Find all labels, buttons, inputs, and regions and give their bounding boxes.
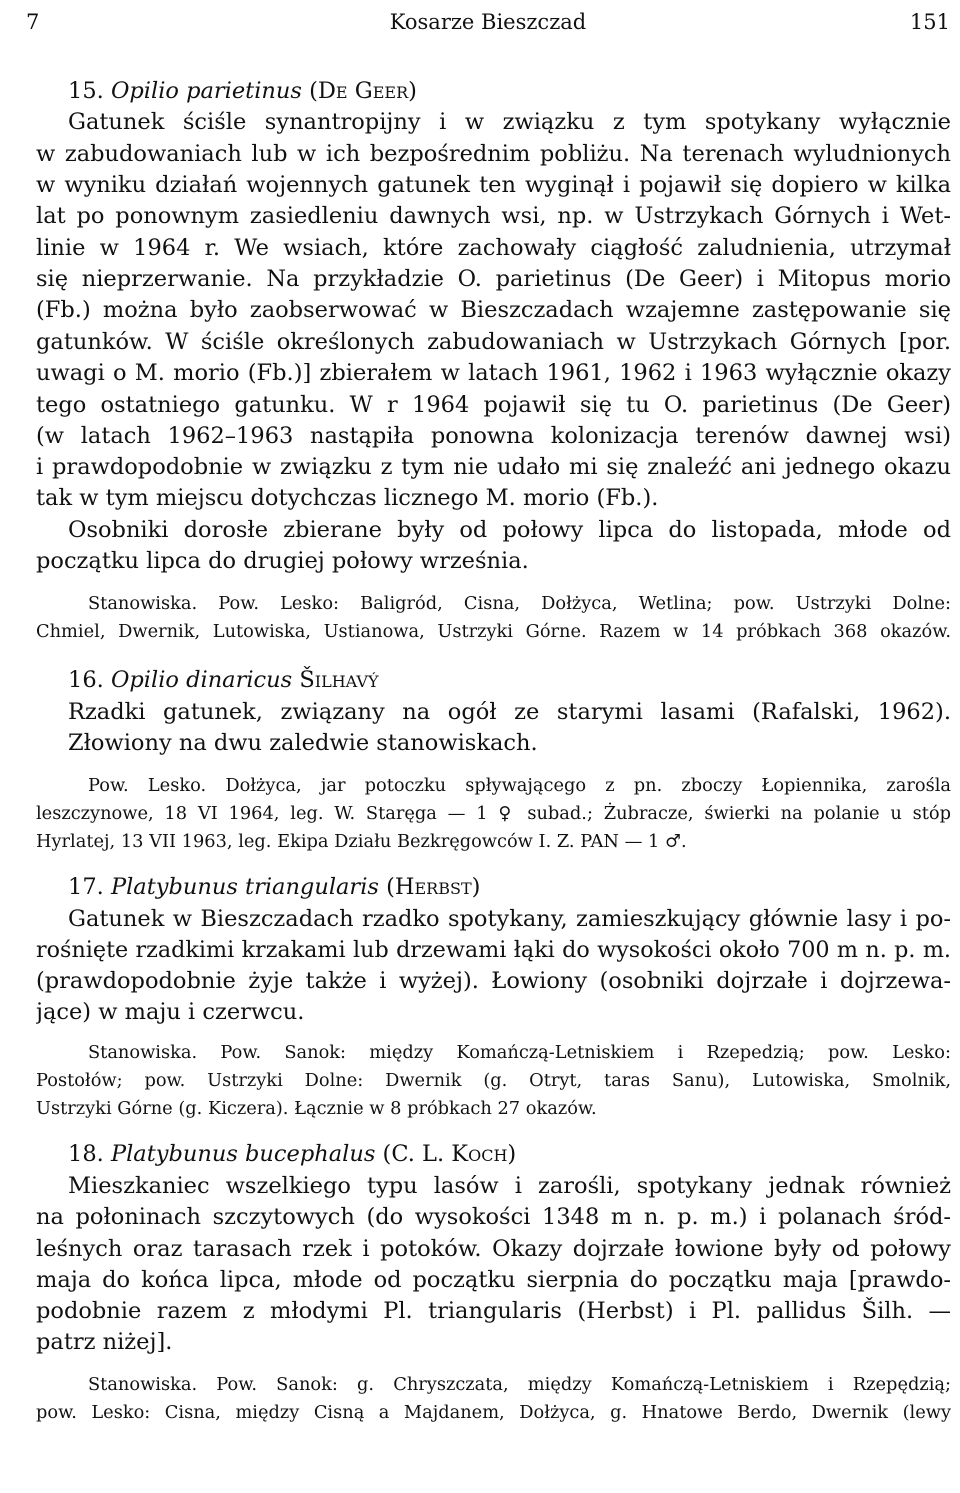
text-line: patrz niżej]. (36, 1329, 173, 1355)
localities-line: Hyrlatej, 13 VII 1963, leg. Ekipa Działu Bezkręgowców I. Z. PAN — 1 ♂. (36, 831, 687, 852)
species-heading (68, 872, 951, 902)
text-line: Gatunek w Bieszczadach rzadko spotykany, zamieszkujący głównie lasy i po- (68, 906, 951, 932)
text-line: Mieszkaniec wszelkiego typu lasów i zarośli, spotykany jednak również (68, 1173, 951, 1199)
text-line: (prawdopodobnie żyje także i wyżej). Łowiony (osobniki dojrzałe i dojrzewa- (36, 968, 951, 994)
species-number: 17. (68, 874, 104, 900)
localities-line: leszczynowe, 18 VI 1964, leg. W. Staręga — 1 ♀ subad.; Żubracze, świerki na polanie u stóp (36, 803, 951, 824)
text-line: (Fb.) można było zaobserwować w Bieszczadach wzajemne zastępowanie się (36, 297, 951, 323)
text-line: podobnie razem z młodymi Pl. triangularis (Herbst) i Pl. pallidus Šilh. — (36, 1298, 951, 1324)
species-number: 16. (68, 667, 104, 693)
text-line: na połoninach szczytowych (do wysokości 1348 m n. p. m.) i polanach śród- (36, 1204, 951, 1230)
text-line: Rzadki gatunek, związany na ogół ze starymi lasami (Rafalski, 1962). (68, 699, 951, 725)
species-heading (68, 76, 951, 106)
species-heading (68, 1139, 951, 1169)
running-header (26, 10, 950, 44)
localities-line: Stanowiska. Pow. Sanok: g. Chryszczata, między Komańczą-Letniskiem i Rzepędzią; (88, 1374, 951, 1395)
text-line: początku lipca do drugiej połowy września. (36, 548, 529, 574)
species-name: Opilio dinaricus (110, 667, 293, 693)
text-line: i prawdopodobnie w związku z tym nie udało mi się znaleźć ani jednego okazu (36, 454, 951, 480)
species-author: (De Geer) (309, 78, 417, 104)
text-line: leśnych oraz tarasach rzek i potoków. Okazy dojrzałe łowione były od połowy (36, 1236, 951, 1262)
header-title: Kosarze Bieszczad (389, 10, 587, 34)
text-line: tego ostatniego gatunku. W r 1964 pojawił się tu O. parietinus (De Geer) (36, 392, 951, 418)
text-line: jące) w maju i czerwcu. (36, 999, 305, 1025)
text-line: Osobniki dorosłe zbierane były od połowy lipca do listopada, młode od (68, 517, 951, 543)
text-line: gatunków. W ściśle określonych zabudowaniach w Ustrzykach Górnych [por. (36, 329, 951, 355)
header-left-mark: 7 (26, 10, 40, 34)
localities-line: pow. Lesko: Cisna, między Cisną a Majdanem, Dołżyca, g. Hnatowe Berdo, Dwernik (lewy (36, 1402, 951, 1423)
species-number: 15. (68, 78, 104, 104)
localities-line: Ustrzyki Górne (g. Kiczera). Łącznie w 8 próbkach 27 okazów. (36, 1098, 597, 1119)
text-line: maja do końca lipca, młode od początku sierpnia do początku maja [prawdo- (36, 1267, 951, 1293)
text-line: się nieprzerwanie. Na przykładzie O. parietinus (De Geer) i Mitopus morio (36, 266, 951, 292)
page-number: 151 (909, 10, 950, 34)
localities-line: Chmiel, Dwernik, Lutowiska, Ustianowa, Ustrzyki Górne. Razem w 14 próbkach 368 okazów. (36, 621, 951, 642)
text-line: w wyniku działań wojennych gatunek ten wyginął i pojawił się dopiero w kilka (36, 172, 951, 198)
text-line: Gatunek ściśle synantropijny i w związku z tym spotykany wyłącznie (68, 109, 951, 135)
text-line: lat po ponownym zasiedleniu dawnych wsi, np. w Ustrzykach Górnych i Wet- (36, 203, 951, 229)
localities-line: Pow. Lesko. Dołżyca, jar potoczku spływającego z pn. zboczy Łopiennika, zarośla (88, 775, 951, 796)
localities-line: Postołów; pow. Ustrzyki Dolne: Dwernik (g. Otryt, taras Sanu), Lutowiska, Smolnik, (36, 1070, 951, 1091)
species-heading (68, 665, 951, 695)
text-line: uwagi o M. morio (Fb.)] zbierałem w latach 1961, 1962 i 1963 wyłącznie okazy (36, 360, 951, 386)
species-author: (C. L. Koch) (382, 1141, 517, 1167)
species-number: 18. (68, 1141, 104, 1167)
text-line: Złowiony na dwu zaledwie stanowiskach. (68, 730, 538, 756)
species-name: Platybunus bucephalus (110, 1141, 376, 1167)
species-author: Šilhavý (299, 667, 379, 693)
text-line: linie w 1964 r. We wsiach, które zachowały ciągłość zaludnienia, utrzymał (36, 235, 951, 261)
text-line: tak w tym miejscu dotychczas licznego M. morio (Fb.). (36, 485, 659, 511)
localities-line: Stanowiska. Pow. Sanok: między Komańczą-Letniskiem i Rzepedzią; pow. Lesko: (88, 1042, 951, 1063)
text-line: (w latach 1962–1963 nastąpiła ponowna kolonizacja terenów dawnej wsi) (36, 423, 951, 449)
text-line: w zabudowaniach lub w ich bezpośrednim pobliżu. Na terenach wyludnionych (36, 141, 951, 167)
text-line: rośnięte rzadkimi krzakami lub drzewami łąki do wysokości około 700 m n. p. m. (36, 937, 951, 963)
localities-line: Stanowiska. Pow. Lesko: Baligród, Cisna, Dołżyca, Wetlina; pow. Ustrzyki Dolne: (88, 593, 951, 614)
species-author: (Herbst) (386, 874, 481, 900)
species-name: Opilio parietinus (110, 78, 302, 104)
species-name: Platybunus triangularis (110, 874, 379, 900)
